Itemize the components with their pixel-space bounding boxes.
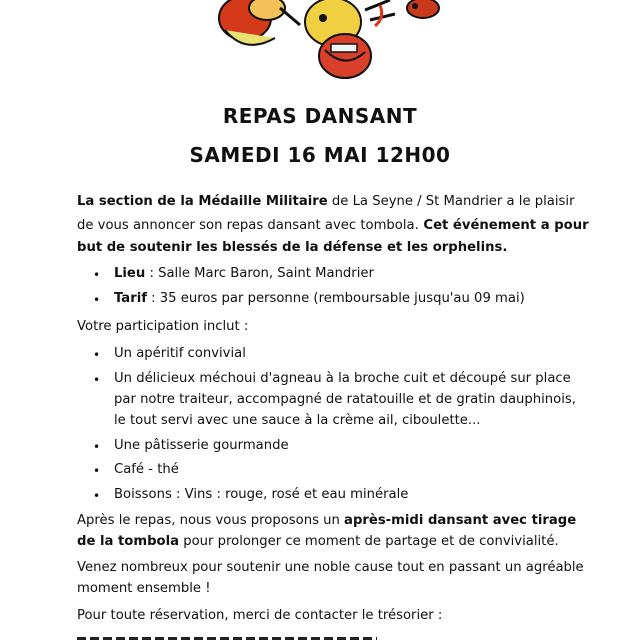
bullet-mechoui: •: [93, 373, 101, 387]
event-title: REPAS DANSANT: [222, 104, 418, 128]
lieu-line: Lieu : Salle Marc Baron, Saint Mandrier: [114, 266, 374, 281]
intro-line-1: La section de la Médaille Militaire de La Seyne / St Mandrier a le plaisir: [77, 194, 575, 209]
bullet-cafe: •: [93, 464, 101, 478]
participation-intro: Votre participation inclut :: [77, 319, 249, 334]
bullet-tarif: •: [93, 293, 101, 307]
bullet-aperitif: •: [93, 348, 101, 362]
intro-line-2: de vous annoncer son repas dansant avec tombola. Cet événement a pour: [77, 218, 589, 233]
dancing-figures-illustration: [205, 0, 455, 82]
intro-line-3: but de soutenir les blessés de la défense et les orphelins.: [77, 240, 508, 255]
closing-line-2: moment ensemble !: [77, 581, 211, 596]
item-mechoui-line-1: Un délicieux méchoui d'agneau à la broche cuit et découpé sur place: [114, 371, 571, 386]
bullet-patisserie: •: [93, 440, 101, 454]
reservation-line: Pour toute réservation, merci de contacter le trésorier :: [77, 608, 443, 623]
item-mechoui-line-2: par notre traiteur, accompagné de ratatouille et de gratin dauphinois,: [114, 392, 576, 407]
item-cafe: Café - thé: [114, 462, 179, 477]
item-aperitif: Un apéritif convivial: [114, 346, 246, 361]
event-date: SAMEDI 16 MAI 12H00: [189, 143, 451, 167]
item-patisserie: Une pâtisserie gourmande: [114, 438, 289, 453]
item-mechoui-line-3: le tout servi avec une sauce à la crème ail, ciboulette...: [114, 413, 481, 428]
bullet-boissons: •: [93, 489, 101, 503]
after-line-2: de la tombola pour prolonger ce moment de partage et de convivialité.: [77, 534, 559, 549]
bullet-lieu: •: [93, 268, 101, 282]
tarif-line: Tarif : 35 euros par personne (remboursable jusqu'au 09 mai): [114, 291, 525, 306]
closing-line-1: Venez nombreux pour soutenir une noble cause tout en passant un agréable: [77, 560, 584, 575]
item-boissons: Boissons : Vins : rouge, rosé et eau minérale: [114, 487, 409, 502]
cropped-contact-line: [77, 632, 377, 640]
after-line-1: Après le repas, nous vous proposons un après-midi dansant avec tirage: [77, 513, 577, 528]
